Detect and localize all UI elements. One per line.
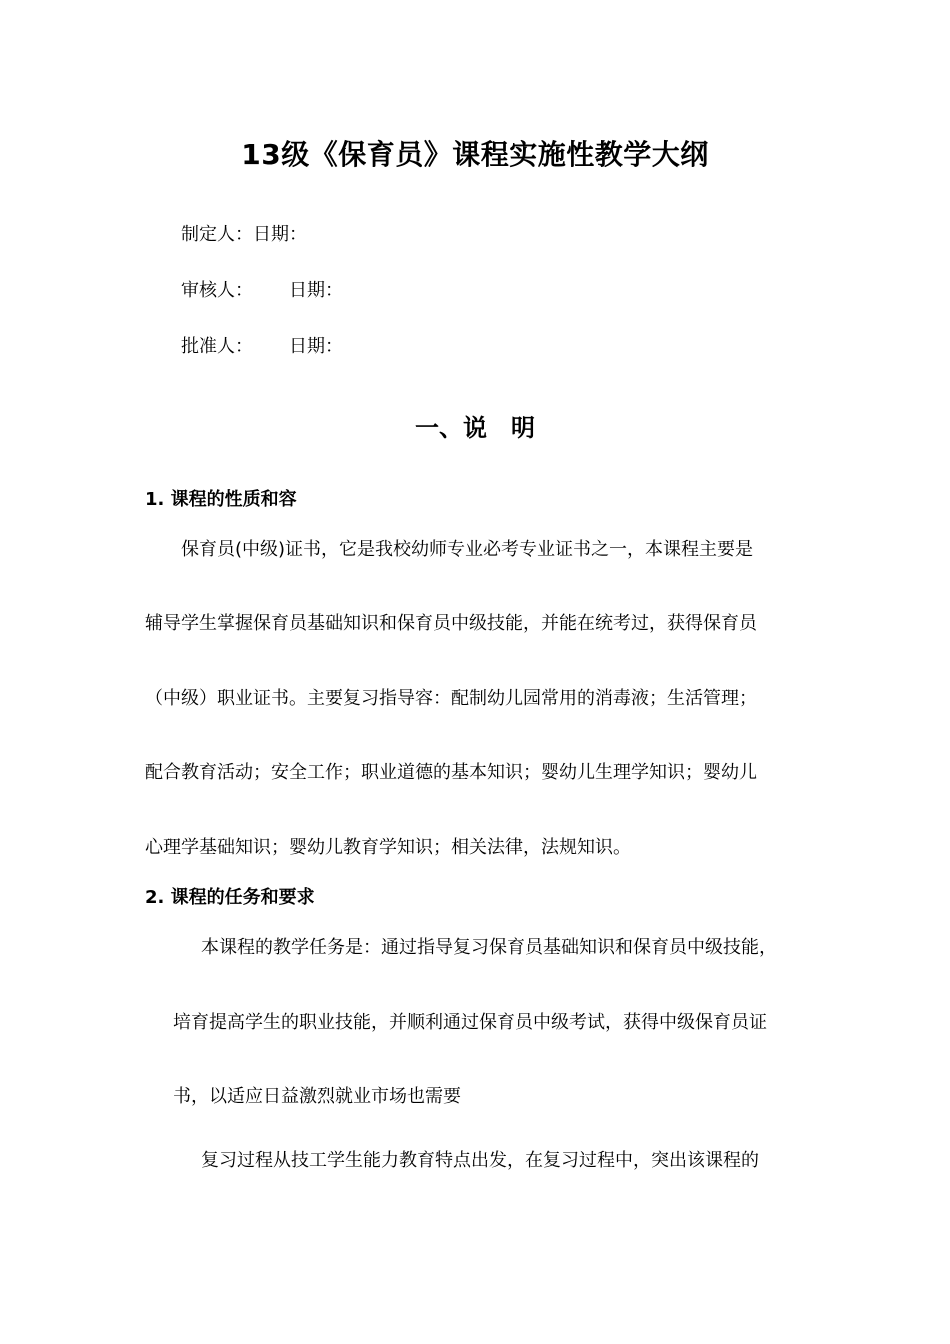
paragraph-line: （中级）职业证书。主要复习指导容：配制幼儿园常用的消毒液；生活管理； (145, 688, 757, 709)
paragraph-line: 辅导学生掌握保育员基础知识和保育员中级技能，并能在统考过，获得保育员 (145, 613, 757, 634)
subsection-1-heading: 1. 课程的性质和容 (145, 489, 297, 510)
reviewer-row (181, 276, 343, 302)
paragraph-line: 本课程的教学任务是：通过指导复习保育员基础知识和保育员中级技能， (201, 937, 777, 958)
author-label: 制定人： (181, 224, 253, 245)
author-date-label: 日期： (253, 224, 307, 245)
document-title: 13级《保育员》课程实施性教学大纲 (241, 138, 709, 171)
approver-date-label: 日期： (289, 336, 343, 357)
paragraph-line: 配合教育活动；安全工作；职业道德的基本知识；婴幼儿生理学知识；婴幼儿 (145, 762, 757, 783)
reviewer-label: 审核人： (181, 280, 253, 301)
approver-row (181, 332, 343, 358)
reviewer-date-label: 日期： (289, 280, 343, 301)
paragraph-line: 复习过程从技工学生能力教育特点出发，在复习过程中，突出该课程的 (201, 1150, 759, 1171)
approver-label: 批准人： (181, 336, 253, 357)
author-row (181, 220, 307, 246)
paragraph-line: 培育提高学生的职业技能，并顺利通过保育员中级考试，获得中级保育员证 (173, 1012, 767, 1033)
paragraph-line: 书，以适应日益激烈就业市场也需要 (173, 1086, 461, 1107)
paragraph-line: 心理学基础知识；婴幼儿教育学知识；相关法律，法规知识。 (145, 837, 631, 858)
section-one-title: 一、说 明 (415, 414, 535, 442)
subsection-2-heading: 2. 课程的任务和要求 (145, 887, 315, 908)
paragraph-line: 保育员(中级)证书，它是我校幼师专业必考专业证书之一，本课程主要是 (181, 539, 754, 560)
